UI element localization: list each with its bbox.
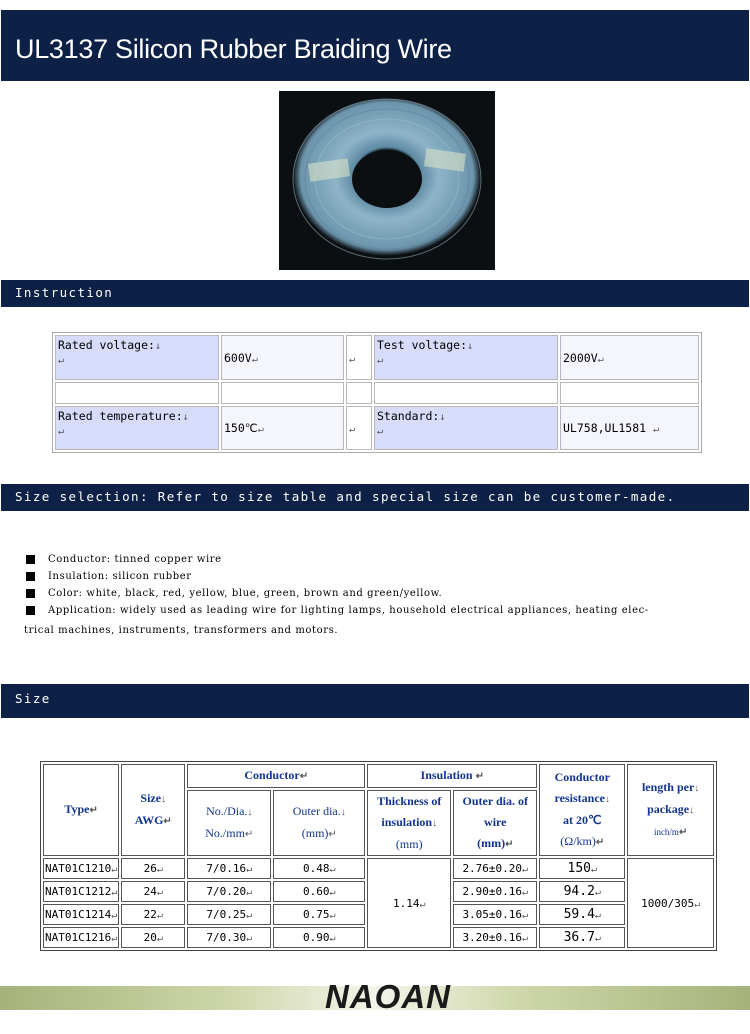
rated-temperature-value: 150℃ (224, 421, 258, 435)
size-selection-section-bar (1, 484, 749, 511)
standard-value-cell: UL758,UL1581 ↵ (560, 406, 699, 450)
cell-type: NAT01C1214↵ (43, 904, 119, 925)
spacer-cell: ↵ (346, 406, 372, 450)
product-photo (279, 91, 495, 270)
cell-resistance: 59.4↵ (539, 904, 625, 925)
cell-wire-dia: 2.90±0.16↵ (453, 881, 537, 902)
header-insulation-thickness: Thickness of insulation↓ (mm) (367, 790, 451, 856)
table-row (43, 858, 714, 879)
cell-resistance: 150↵ (539, 858, 625, 879)
cell-outer: 0.60↵ (273, 881, 365, 902)
page-title: UL3137 Silicon Rubber Braiding Wire (15, 34, 452, 64)
cell-type: NAT01C1216↵ (43, 927, 119, 948)
wire-coil-image (279, 91, 495, 270)
cell-outer: 0.48↵ (273, 858, 365, 879)
cell-awg: 22↵ (121, 904, 185, 925)
cell-awg: 26↵ (121, 858, 185, 879)
cell-wire-dia: 3.20±0.16↵ (453, 927, 537, 948)
standard-label-cell: Standard:↓ ↵ (374, 406, 558, 450)
header-insulation: Insulation ↵ (367, 764, 537, 788)
empty-cell (346, 382, 372, 404)
title-bar (1, 10, 749, 81)
size-selection-heading: Size selection: Refer to size table and special size can be customer-made. (15, 489, 676, 504)
bullet-square-icon (26, 572, 35, 581)
cell-no-dia: 7/0.25↵ (187, 904, 271, 925)
header-wire-outer-dia: Outer dia. of wire (mm)↵ (453, 790, 537, 856)
brand-logo: NAOAN (325, 978, 451, 1015)
rated-temperature-label-cell: Rated temperature:↓ ↵ (55, 406, 219, 450)
cell-no-dia: 7/0.16↵ (187, 858, 271, 879)
cell-outer: 0.75↵ (273, 904, 365, 925)
bullet-square-icon (26, 555, 35, 564)
cell-no-dia: 7/0.30↵ (187, 927, 271, 948)
feature-list (24, 551, 724, 639)
cell-insulation-thickness: 1.14↵ (367, 858, 451, 948)
list-item: Conductor: tinned copper wire (24, 551, 724, 568)
spacer-cell: ↵ (346, 335, 372, 380)
cell-wire-dia: 2.76±0.20↵ (453, 858, 537, 879)
cell-resistance: 94.2↵ (539, 881, 625, 902)
header-length-per-package: length per↓ package↓ inch/m↵ (627, 764, 714, 856)
header-size-awg: Size↓ AWG↵ (121, 764, 185, 856)
rated-voltage-label-cell: Rated voltage:↓ ↵ (55, 335, 219, 380)
header-no-dia: No./Dia.↓ No./mm↵ (187, 790, 271, 856)
empty-cell (560, 382, 699, 404)
cell-type: NAT01C1210↵ (43, 858, 119, 879)
test-voltage-label-cell: Test voltage:↓ ↵ (374, 335, 558, 380)
rated-voltage-value: 600V (224, 350, 252, 365)
header-resistance: Conductor resistance↓ at 20℃ (Ω/km)↵ (539, 764, 625, 856)
size-table (40, 761, 717, 951)
instruction-section-bar (1, 280, 749, 307)
cell-type: NAT01C1212↵ (43, 881, 119, 902)
standard-value: UL758,UL1581 (563, 421, 647, 435)
size-heading: Size (15, 691, 51, 706)
instruction-heading: Instruction (15, 285, 114, 300)
cell-awg: 24↵ (121, 881, 185, 902)
header-conductor: Conductor↵ (187, 764, 365, 788)
cell-awg: 20↵ (121, 927, 185, 948)
cell-wire-dia: 3.05±0.16↵ (453, 904, 537, 925)
empty-cell (374, 382, 558, 404)
rated-voltage-value-cell: 600V↵ (221, 335, 344, 380)
standard-label: Standard: (377, 409, 440, 423)
rated-values-table (52, 332, 702, 453)
cell-resistance: 36.7↵ (539, 927, 625, 948)
list-item: Color: white, black, red, yellow, blue, green, brown and green/yellow. (24, 585, 724, 602)
bullet-square-icon (26, 589, 35, 598)
empty-cell (55, 382, 219, 404)
cell-outer: 0.90↵ (273, 927, 365, 948)
list-item: Application: widely used as leading wire for lighting lamps, household electrical appliances, heating elec- (24, 602, 724, 619)
size-section-bar (1, 684, 749, 718)
empty-cell (221, 382, 344, 404)
rated-voltage-label: Rated voltage: (58, 338, 155, 352)
bullet-square-icon (26, 606, 35, 615)
list-item-continuation: trical machines, instruments, transformers and motors. (24, 625, 339, 636)
rated-temperature-label: Rated temperature: (58, 409, 183, 423)
header-type: Type↵ (43, 764, 119, 856)
cell-length-per-package: 1000/305↵ (627, 858, 714, 948)
test-voltage-value: 2000V (563, 350, 598, 365)
header-outer-dia: Outer dia.↓ (mm)↵ (273, 790, 365, 856)
cell-no-dia: 7/0.20↵ (187, 881, 271, 902)
list-item: Insulation: silicon rubber (24, 568, 724, 585)
rated-temperature-value-cell: 150℃↵ (221, 406, 344, 450)
test-voltage-label: Test voltage: (377, 338, 468, 352)
test-voltage-value-cell: 2000V↵ (560, 335, 699, 380)
